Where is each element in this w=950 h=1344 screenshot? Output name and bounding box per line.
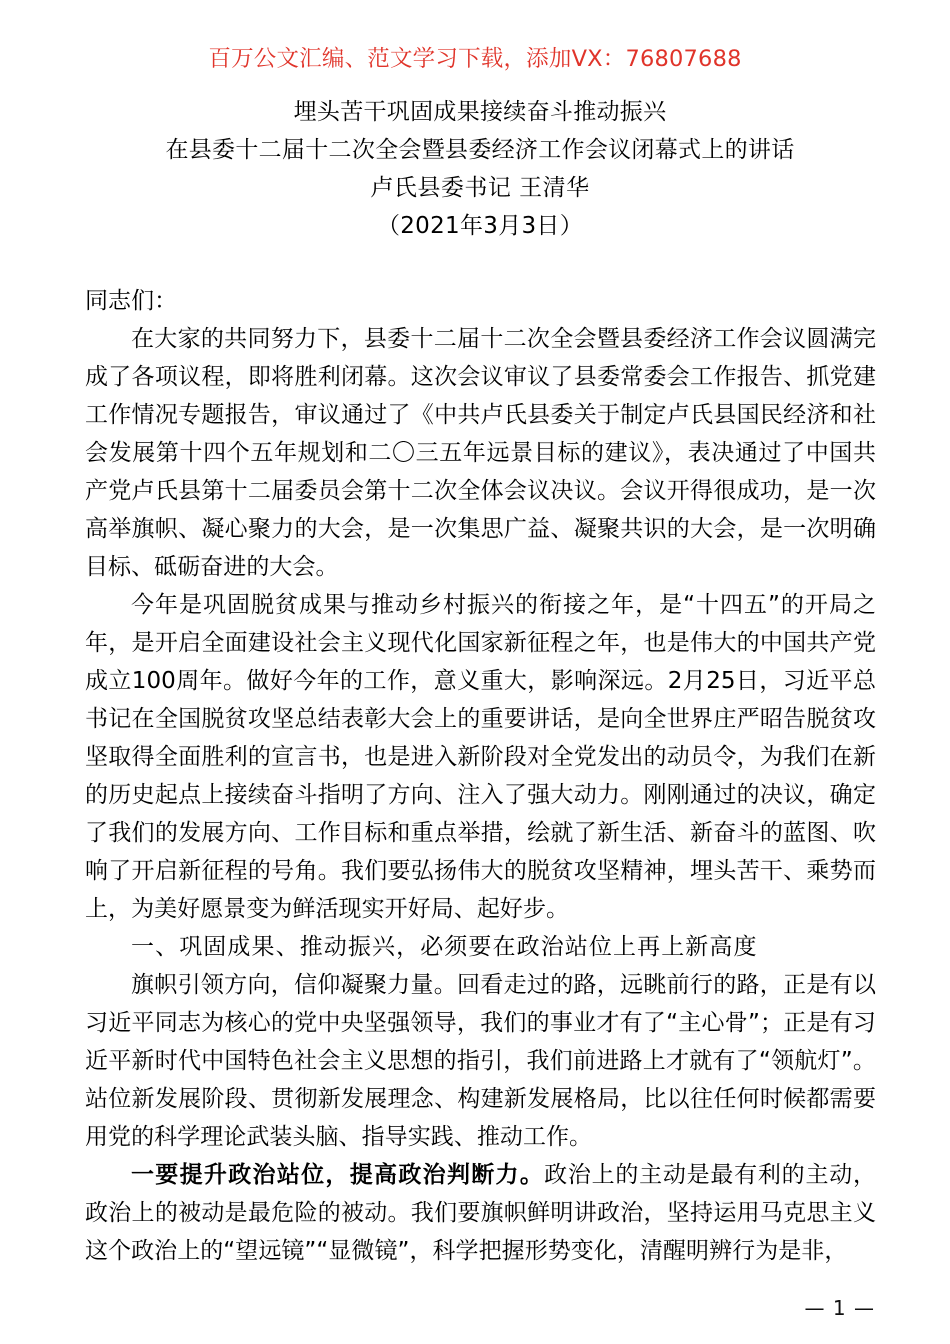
paragraph-4-text: 政治上的主动是最有利的主动，政治上的被动是最危险的被动。我们要旗帜鲜明讲政治，坚持运用马克思主义这个政治上的“望远镜”“显微镜”，科学把握形势变化，清醒明辨行为是非， — [85, 1162, 876, 1264]
section-heading-1: 一、巩固成果、推动振兴，必须要在政治站位上再上新高度 — [131, 934, 758, 960]
document-title-block — [85, 93, 875, 245]
salutation: 同志们： — [85, 288, 178, 314]
paragraph-4 — [85, 1156, 876, 1270]
title-author: 卢氏县委书记 王清华 — [370, 175, 590, 201]
page-number-footer: — 1 — — [804, 1296, 875, 1320]
title-line-main: 埋头苦干巩固成果接续奋斗推动振兴 — [293, 99, 667, 125]
document-body — [85, 282, 876, 1270]
paragraph-2: 今年是巩固脱贫成果与推动乡村振兴的衔接之年，是“十四五”的开局之年，是开启全面建设社会主义现代化国家新征程之年，也是伟大的中国共产党成立100周年。做好今年的工作，意义重大，影响深远。2月25日，习近平总书记在全国脱贫攻坚总结表彰大会上的重要讲话，是向全世界庄严昭告脱贫攻坚取得全面胜利的宣言书，也是进入新阶段对全党发出的动员令，为我们在新的历史起点上接续奋斗指明了方向、注入了强大动力。刚刚通过的决议，确定了我们的发展方向、工作目标和重点举措，绘就了新生活、新奋斗的蓝图、吹响了开启新征程的号角。我们要弘扬伟大的脱贫攻坚精神，埋头苦干、乘势而上，为美好愿景变为鲜活现实开好局、起好步。 — [85, 592, 876, 922]
title-line-subtitle: 在县委十二届十二次全会暨县委经济工作会议闭幕式上的讲话 — [165, 137, 795, 163]
title-date: （2021年3月3日） — [376, 213, 584, 239]
paragraph-1: 在大家的共同努力下，县委十二届十二次全会暨县委经济工作会议圆满完成了各项议程，即将胜利闭幕。这次会议审议了县委常委会工作报告、抓党建工作情况专题报告，审议通过了《中共卢氏县委关于制定卢氏县国民经济和社会发展第十四个五年规划和二〇三五年远景目标的建议》，表决通过了中国共产党卢氏县第十二届委员会第十二次全体会议决议。会议开得很成功，是一次高举旗帜、凝心聚力的大会，是一次集思广益、凝聚共识的大会，是一次明确目标、砥砺奋进的大会。 — [85, 326, 876, 580]
paragraph-3: 旗帜引领方向，信仰凝聚力量。回看走过的路，远眺前行的路，正是有以习近平同志为核心的党中央坚强领导，我们的事业才有了“主心骨”；正是有习近平新时代中国特色社会主义思想的指引，我们前进路上才就有了“领航灯”。站位新发展阶段、贯彻新发展理念、构建新发展格局，比以往任何时候都需要用党的科学理论武装头脑、指导实践、推动工作。 — [85, 972, 876, 1150]
paragraph-4-bold-lead: 一要提升政治站位，提高政治判断力。 — [131, 1162, 545, 1188]
watermark-banner: 百万公文汇编、范文学习下载，添加VX：76807688 — [208, 46, 742, 72]
